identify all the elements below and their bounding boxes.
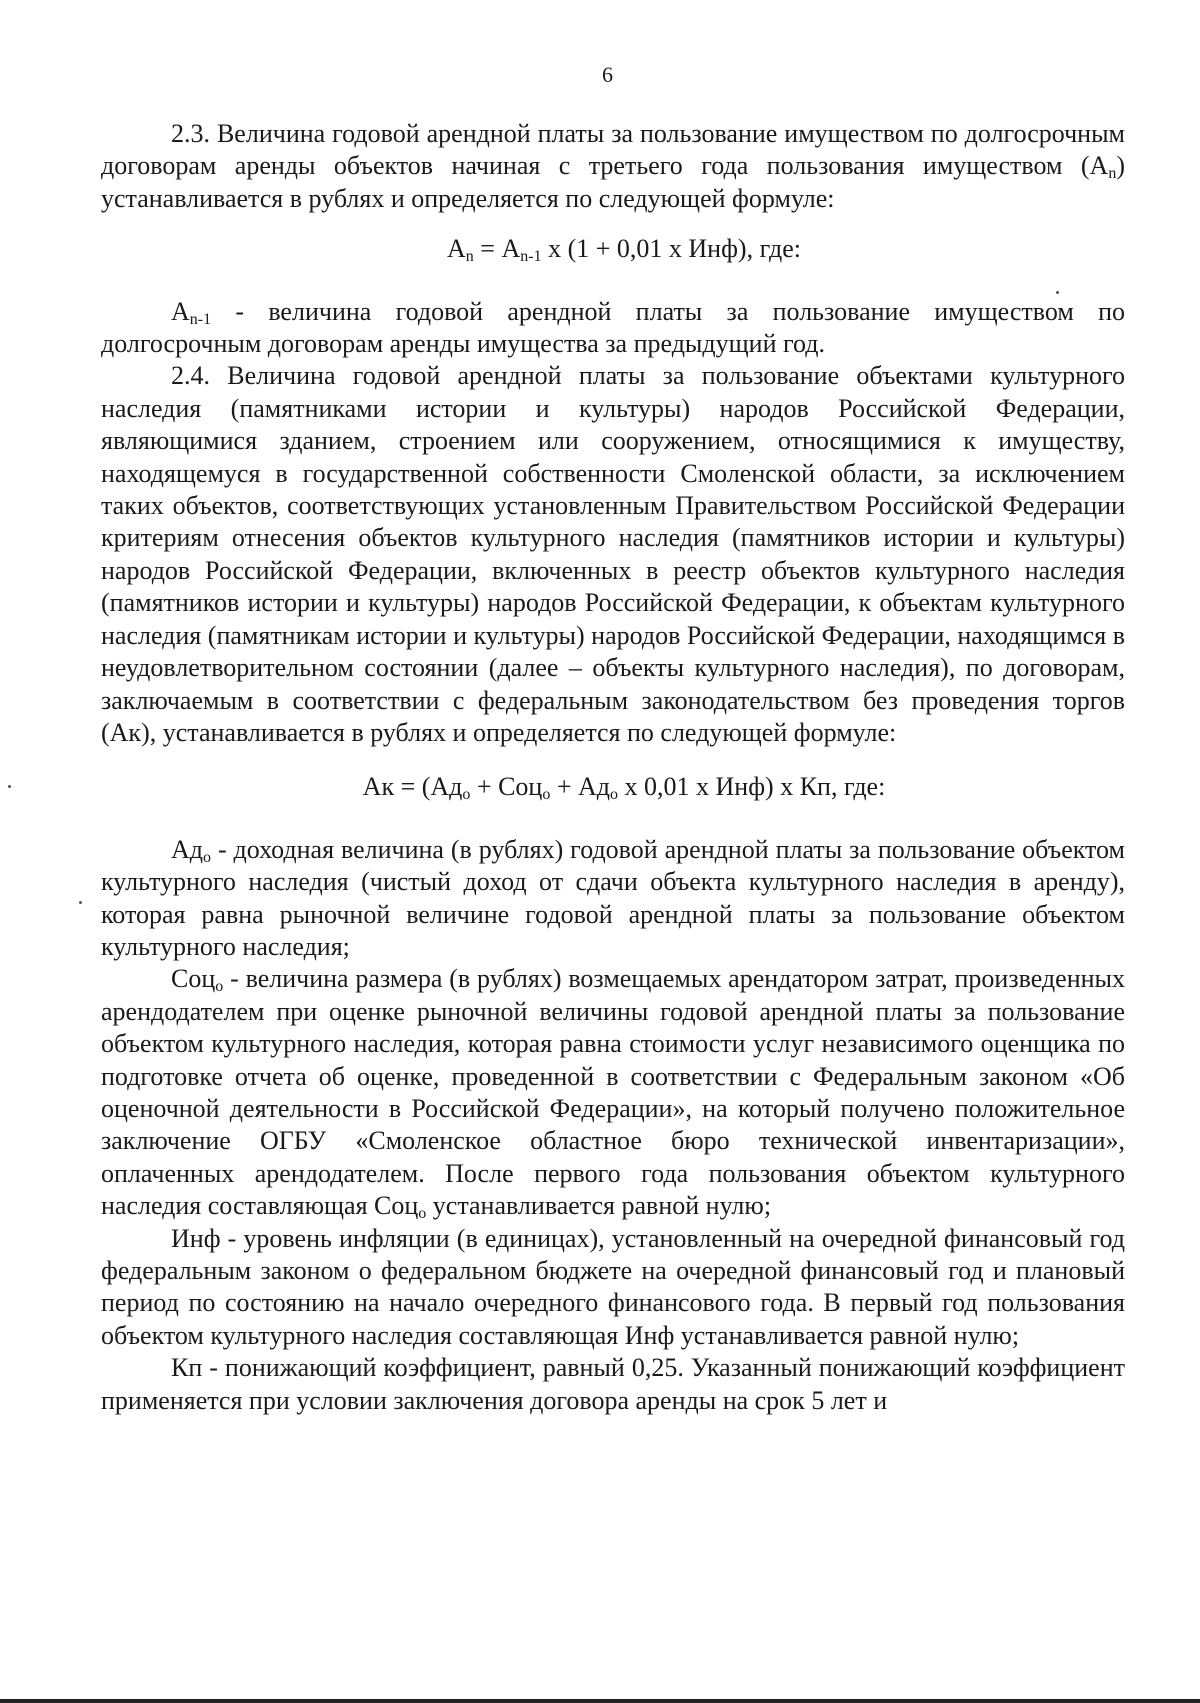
scan-speck: [1056, 291, 1059, 294]
formula-term: х (1 + 0,01 х Инф), где:: [541, 234, 801, 264]
subscript: о: [610, 786, 618, 804]
definition-text: - доходная величина (в рублях) годовой арендной платы за пользование объектом культурного наследия (чистый доход от сдачи объекта культурного наследия в аренду), которая равна рыночной величине годовой арендной платы за пользование объектом культурного наследия;: [101, 834, 1125, 961]
page-number: 6: [602, 62, 613, 87]
formula-term: = А: [473, 234, 521, 264]
subscript: n: [1108, 165, 1117, 183]
subscript: n: [465, 248, 474, 266]
formula-an: [101, 233, 1125, 265]
definition-text: - величина годовой арендной платы за пользование имуществом по долгосрочным договорам аренды имущества за предыдущий год.: [101, 296, 1125, 359]
paragraph-2-3-text: 2.3. Величина годовой арендной платы за пользование имуществом по долгосрочным договорам аренды объектов начиная с третьего года пользования имуществом (А: [101, 119, 1125, 181]
subscript: о: [542, 786, 551, 804]
formula-term: х 0,01 х Инф) х Кп, где:: [618, 772, 886, 802]
subscript: n-1: [520, 248, 542, 266]
definition-ado: [101, 834, 1125, 964]
subscript: n-1: [189, 310, 212, 328]
formula-term: А: [447, 234, 466, 264]
paragraph-2-4: 2.4. Величина годовой арендной платы за пользование объектами культурного наследия (памятниками истории и культуры) народов Российской Федерации, являющимися зданием, строением или сооружением, относящимися к имуществу, находящемуся в государственной собственности Смоленской области, за исключением таких объектов, соответствующих установленным Правительством Российской Федерации критериям отнесения объектов культурного наследия (памятников истории и культуры) народов Российской Федерации, включенных в реестр объектов культурного наследия (памятников истории и культуры) народов Российской Федерации, к объектам культурного наследия (памятникам истории и культуры) народов Российской Федерации, находящимся в неудовлетворительном состоянии (далее – объекты культурного наследия), по договорам, заключаемым в соответствии с федеральным законодательством без проведения торгов (Ак), устанавливается в рублях и определяется по следующей формуле:: [101, 361, 1125, 747]
formula-ak: [101, 771, 1125, 803]
subscript: о: [203, 848, 212, 866]
definition-term: А: [171, 296, 190, 326]
definition-inf: Инф - уровень инфляции (в единицах), установленный на очередной финансовый год федеральным законом о федеральном бюджете на очередной финансовый год и плановый период по состоянию на начало очередного финансового года. В первый год пользования объектом культурного наследия составляющая Инф устанавливается равной нулю;: [101, 1223, 1125, 1350]
paragraph-2-3: [101, 118, 1125, 215]
definition-term: Соц: [171, 964, 216, 994]
subscript: о: [418, 1205, 427, 1223]
formula-term: + Ад: [550, 772, 610, 802]
formula-term: + Соц: [470, 772, 543, 802]
scan-bottom-edge: [0, 1699, 1200, 1703]
paragraph-2-3-end: ) устанавливается в рублях и определяется по следующей формуле:: [101, 151, 1125, 213]
subscript: о: [462, 786, 471, 804]
definition-soco: [101, 963, 1125, 1222]
definition-kp: Кп - понижающий коэффициент, равный 0,25. Указанный понижающий коэффициент применяется при условии заключения договора аренды на срок 5 лет и: [101, 1353, 1125, 1415]
definition-text: - величина размера (в рублях) возмещаемых арендатором затрат, произведенных арендодателем при оценке рыночной величины годовой арендной платы за пользование объектом культурного наследия, которая равна стоимости услуг независимого оценщика по подготовке отчета об оценке, проведенной в соответствии с Федеральным законом «Об оценочной деятельности в Российской Федерации», на который получено положительное заключение ОГБУ «Смоленское областное бюро технической инвентаризации», оплаченных арендодателем. После первого года пользования объектом культурного наследия составляющая Соц: [101, 964, 1125, 1221]
definition-term: Ад: [171, 834, 204, 864]
document-body: [101, 118, 1125, 1417]
definition-text: устанавливается равной нулю;: [426, 1191, 772, 1221]
subscript: о: [215, 978, 224, 996]
scan-speck: [79, 901, 82, 904]
scan-speck: [8, 785, 11, 788]
formula-term: Ак = (Ад: [362, 772, 463, 802]
definition-an-1: [101, 296, 1125, 361]
